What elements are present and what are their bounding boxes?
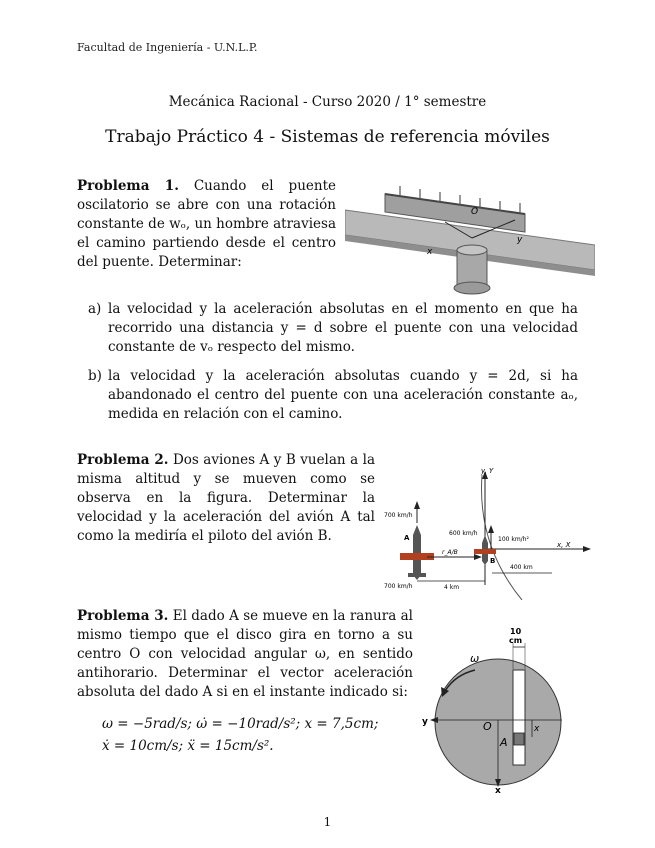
accel-b: 100 km/h² (498, 536, 529, 543)
bridge-label-x: x (427, 247, 433, 257)
problem-3-equation-2: ẋ = 10cm/s; ẍ = 15cm/s². (102, 738, 274, 754)
planes-figure (382, 465, 592, 600)
width-unit: cm (509, 636, 523, 645)
plane-b-label: B (490, 557, 496, 565)
problem-3-equation-1: ω = −5rad/s; ω̇ = −10rad/s²; x = 7,5cm; (102, 716, 379, 732)
problem-2-text: Dos aviones A y B vuelan a la misma altitud y se mueven como se observa en la figura. Determinar la velocidad y la aceleración del avión A tal como la mediría el piloto del avión B. (77, 452, 375, 544)
document-title: Trabajo Práctico 4 - Sistemas de referencia móviles (105, 127, 550, 147)
speed-a-bottom: 700 km/h (384, 583, 413, 590)
problem-2-statement (77, 451, 375, 546)
omega-label: ω (470, 652, 480, 665)
header-institution: Facultad de Ingeniería - U.N.L.P. (77, 41, 258, 54)
slot (513, 670, 525, 765)
axis-x-right-label: x (534, 724, 540, 734)
problem-1-item-a (88, 300, 578, 357)
problem-1-item-b (88, 367, 578, 424)
axis-y-label: y (422, 717, 428, 727)
center-label: O (483, 720, 492, 733)
bridge-label-o: O (471, 207, 479, 217)
vector-r-ab-label: r_A/B (442, 549, 458, 556)
bridge-figure (345, 180, 595, 300)
bridge-label-y: y (517, 235, 523, 245)
plane-a-label: A (404, 534, 410, 542)
slider-label: A (500, 736, 508, 749)
item-b-text: la velocidad y la aceleración absolutas cuando y = 2d, si ha abandonado el centro del puente con una aceleración constante aₒ, medida en relación con el camino. (108, 368, 578, 422)
speed-b: 600 km/h (449, 530, 478, 537)
disk-figure (420, 625, 580, 795)
problem-1-heading: Problema 1. (77, 178, 179, 194)
item-a-label: a) (88, 301, 102, 317)
axis-x-bottom-label: x (495, 786, 501, 795)
problem-3-statement (77, 607, 413, 702)
course-line: Mecánica Racional - Curso 2020 / 1° semestre (168, 94, 487, 110)
width-value: 10 (510, 627, 522, 636)
problem-3-text: El dado A se mueve en la ranura al mismo tiempo que el disco gira en torno a su centro O con velocidad angular ω, en sentido antihorario. Determinar el vector aceleración absoluta del dado A si en el instante indicado si: (77, 608, 413, 700)
axis-x-label: x, X (557, 541, 571, 549)
axis-y-label: y, Y (481, 467, 494, 475)
distance-label: 4 km (444, 584, 460, 591)
problem-3-heading: Problema 3. (77, 608, 169, 624)
item-a-text: la velocidad y la aceleración absolutas en el momento en que ha recorrido una distancia y = d sobre el puente con una velocidad constante de vₒ respecto del mismo. (108, 301, 578, 355)
slider-a (514, 733, 524, 745)
page-number: 1 (323, 815, 332, 829)
problem-1-statement (77, 177, 336, 272)
speed-a-top: 700 km/h (384, 512, 413, 519)
item-b-label: b) (88, 368, 102, 384)
radius-label: 400 km (510, 564, 533, 571)
problem-2-heading: Problema 2. (77, 452, 169, 468)
problem-1-text: Cuando el puente oscilatorio se abre con una rotación constante de wₒ, un hombre atraviesa el camino partiendo desde el centro del puente. Determinar: (77, 178, 337, 270)
